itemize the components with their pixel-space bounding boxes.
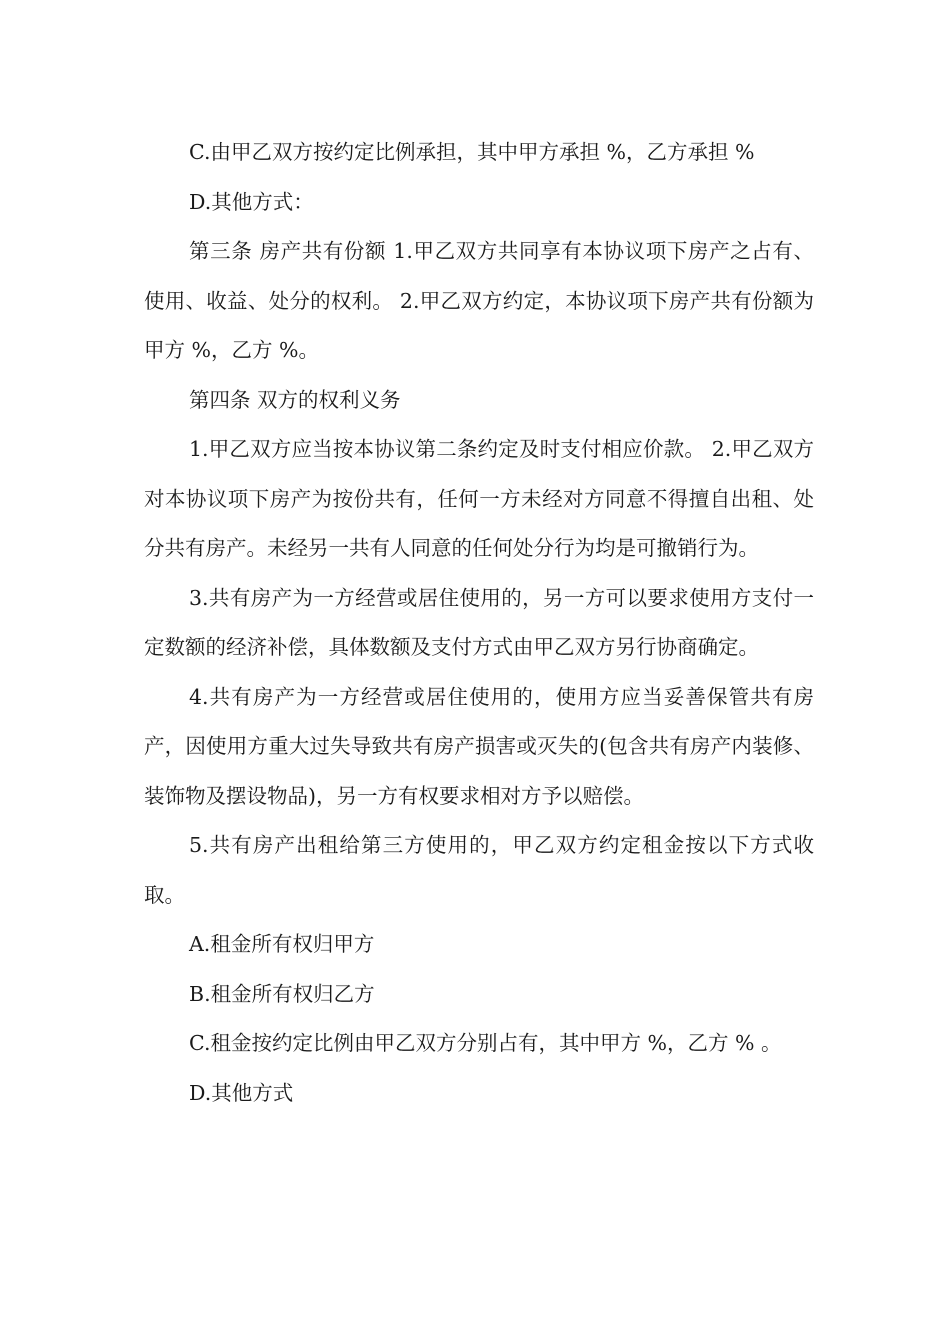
paragraph-c-cost-sharing: C.由甲乙双方按约定比例承担，其中甲方承担 %，乙方承担 % — [189, 140, 755, 164]
paragraph-article-4-item-3: 3.共有房产为一方经营或居住使用的，另一方可以要求使用方支付一定数额的经济补偿，具体数额及支付方式由甲乙双方另行协商确定。 — [144, 585, 814, 659]
document-body — [144, 128, 814, 1118]
option-c-rent-ratio: C.租金按约定比例由甲乙双方分别占有，其中甲方 %，乙方 % 。 — [189, 1031, 782, 1055]
paragraph-article-4-item-5: 5.共有房产出租给第三方使用的，甲乙双方约定租金按以下方式收取。 — [144, 833, 814, 907]
option-b-rent-party-b: B.租金所有权归乙方 — [189, 981, 375, 1006]
option-a-rent-party-a: A.租金所有权归甲方 — [189, 932, 375, 956]
paragraph-article-4-item-4: 4.共有房产为一方经营或居住使用的，使用方应当妥善保管共有房产，因使用方重大过失导致共有房产损害或灭失的(包含共有房产内装修、装饰物及摆设物品)，另一方有权要求相对方予以赔偿。 — [144, 684, 814, 808]
paragraph-article-3: 第三条 房产共有份额 1.甲乙双方共同享有本协议项下房产之占有、使用、收益、处分的权利。 2.甲乙双方约定，本协议项下房产共有份额为甲方 %，乙方 %。 — [144, 239, 814, 362]
option-d-other-method: D.其他方式 — [189, 1080, 294, 1105]
paragraph-article-4-item-1-2: 1.甲乙双方应当按本协议第二条约定及时支付相应价款。 2.甲乙双方对本协议项下房产为按份共有，任何一方未经对方同意不得擅自出租、处分共有房产。未经另一共有人同意的任何处分行为均是可撤销行为。 — [144, 437, 814, 560]
heading-article-4: 第四条 双方的权利义务 — [189, 387, 401, 412]
paragraph-d-other-method: D.其他方式： — [189, 189, 314, 214]
